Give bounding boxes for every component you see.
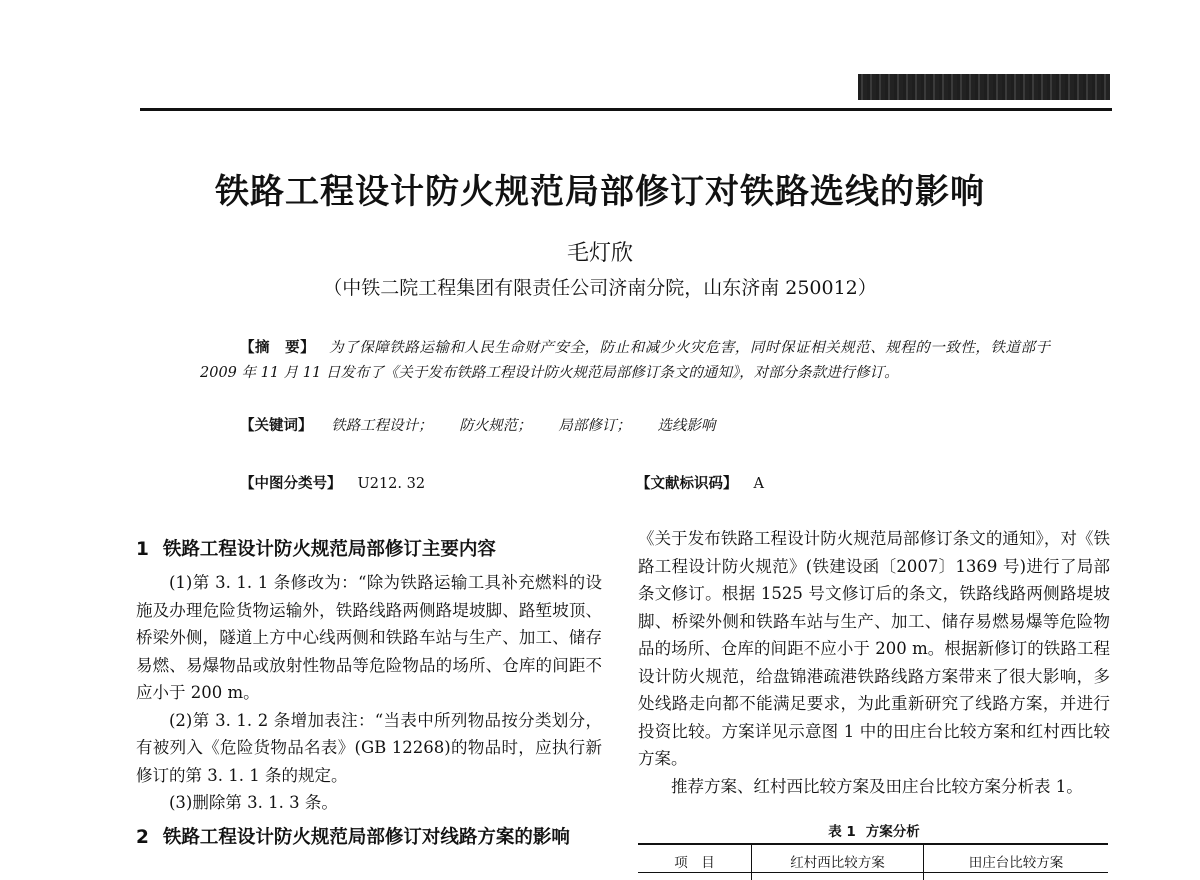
section-number: 2: [136, 826, 149, 848]
classification-value: U212. 32: [357, 476, 426, 492]
classification-label: 【中图分类号】: [240, 476, 342, 492]
paper-title: 铁路工程设计防火规范局部修订对铁路选线的影响: [215, 172, 985, 212]
section-number: 1: [136, 539, 149, 560]
section-heading: [136, 535, 602, 565]
keyword-item: 选线影响: [657, 418, 716, 434]
author-name: 毛灯欣: [566, 241, 633, 266]
document-code-label: 【文献标识码】: [636, 476, 738, 492]
table-caption: [638, 820, 1110, 840]
table-header-cell: 项 目: [638, 845, 752, 880]
right-column: [638, 525, 1110, 800]
table-header-row: [638, 843, 1108, 880]
journal-header-band: [858, 74, 1110, 100]
keyword-item: 铁路工程设计；: [331, 418, 433, 434]
keywords-label: 【关键词】: [240, 418, 313, 434]
keyword-item: 防火规范；: [459, 418, 532, 434]
table-number: 表 1: [828, 824, 856, 840]
abstract-text: 为了保障铁路运输和人民生命财产安全，防止和减少火灾危害，同时保证相关规范、规程的一致性，铁道部于 2009 年 11 月 11 日发布了《关于发布铁路工程设计防火规范局部修订条文的通知》，对部分条款进行修订。: [200, 340, 1051, 381]
keyword-item: 局部修订；: [558, 418, 631, 434]
body-paragraph: 《关于发布铁路工程设计防火规范局部修订条文的通知》，对《铁路工程设计防火规范》(铁建设函〔2007〕1369 号)进行了局部条文修订。根据 1525 号文修订后的条文，铁路线路两侧路堤坡脚、桥梁外侧和铁路车站与生产、加工、储存易燃易爆等危险物品的场所、仓库的间距不应小于 200 m。根据新修订的铁路工程设计防火规范，给盘锦港疏港铁路线路方案带来了很大影响，多处线路走向都不能满足要求，为此重新研究了线路方案，并进行投资比较。方案详见示意图 1 中的田庄台比较方案和红村西比较方案。: [638, 529, 1110, 768]
document-code-value: A: [753, 476, 764, 492]
table-rule: [638, 872, 1108, 873]
left-column: [136, 535, 602, 853]
abstract: [200, 336, 1050, 386]
body-paragraph: (1)第 3. 1. 1 条修改为：“除为铁路运输工具补充燃料的设施及办理危险货物运输外，铁路线路两侧路堤坡脚、路堑坡顶、桥梁外侧，隧道上方中心线两侧和铁路车站与生产、加工、储存易燃、易爆物品或放射性物品等危险物品的场所、仓库的间距不应小于 200 m。: [136, 573, 602, 702]
table-header-cell: 田庄台比较方案: [968, 855, 1064, 871]
classification-number: [240, 472, 425, 493]
table-header-cell: 红村西比较方案: [752, 845, 924, 880]
section-heading: [136, 823, 602, 853]
section-title: 铁路工程设计防火规范局部修订对线路方案的影响: [162, 826, 570, 848]
table-title: 方案分析: [865, 824, 920, 840]
header-rule: [140, 108, 1112, 111]
author-affiliation: （中铁二院工程集团有限责任公司济南分院，山东济南 250012）: [323, 277, 877, 299]
document-code: [636, 472, 764, 493]
abstract-label: 【摘 要】: [240, 340, 316, 356]
keywords: [240, 414, 1060, 435]
body-paragraph: 推荐方案、红村西比较方案及田庄台比较方案分析表 1。: [671, 776, 1083, 796]
body-paragraph: (3)删除第 3. 1. 3 条。: [169, 793, 338, 812]
body-paragraph: (2)第 3. 1. 2 条增加表注：“当表中所列物品按分类划分，有被列入《危险货物品名表》(GB 12268)的物品时，应执行新修订的第 3. 1. 1 条的规定。: [136, 710, 602, 785]
section-title: 铁路工程设计防火规范局部修订主要内容: [162, 539, 496, 560]
